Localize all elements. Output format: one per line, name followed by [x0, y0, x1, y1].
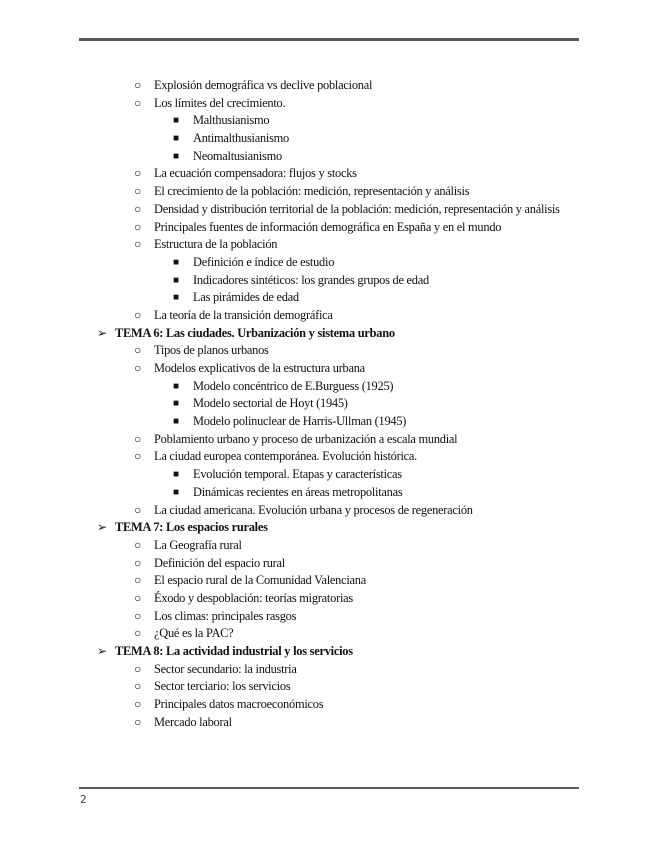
- list-item: [0, 431, 655, 449]
- item-text: Definición e índice de estudio: [193, 254, 335, 269]
- item-text: El espacio rural de la Comunidad Valenciana: [154, 573, 366, 588]
- circle-bullet-icon: ○: [134, 184, 141, 199]
- item-text: La ciudad europea contemporánea. Evolución histórica.: [154, 449, 418, 464]
- circle-bullet-icon: ○: [134, 697, 141, 712]
- square-bullet-icon: ■: [173, 469, 179, 481]
- sub-list-item: [0, 254, 655, 272]
- circle-bullet-icon: ○: [134, 361, 141, 376]
- circle-bullet-icon: ○: [134, 78, 141, 92]
- circle-bullet-icon: ○: [134, 714, 141, 729]
- item-text: Malthusianismo: [193, 113, 270, 128]
- item-text: Explosión demográfica vs declive poblacional: [154, 78, 373, 92]
- list-item: [0, 77, 655, 95]
- arrow-bullet-icon: ➢: [97, 325, 107, 340]
- item-text: Poblamiento urbano y proceso de urbanización a escala mundial: [154, 431, 458, 446]
- list-item: [0, 696, 655, 714]
- item-text: El crecimiento de la población: medición, representación y análisis: [154, 184, 470, 199]
- square-bullet-icon: ■: [173, 398, 179, 410]
- circle-bullet-icon: ○: [134, 626, 141, 641]
- sub-list-item: [0, 466, 655, 484]
- item-text: Evolución temporal. Etapas y características: [193, 467, 402, 482]
- circle-bullet-icon: ○: [134, 343, 141, 358]
- item-text: TEMA 7: Los espacios rurales: [115, 520, 268, 535]
- item-text: Modelo concéntrico de E.Burguess (1925): [193, 378, 394, 393]
- list-item: [0, 590, 655, 608]
- arrow-bullet-icon: ➢: [97, 644, 107, 659]
- item-text: Estructura de la población: [154, 237, 278, 252]
- list-item: [0, 537, 655, 555]
- list-item: [0, 502, 655, 520]
- item-text: Los límites del crecimiento.: [154, 95, 286, 110]
- list-item: [0, 236, 655, 254]
- circle-bullet-icon: ○: [134, 661, 141, 676]
- list-item: [0, 183, 655, 201]
- item-text: Densidad y distribución territorial de la población: medición, representación y análisis: [154, 201, 560, 216]
- list-item: [0, 661, 655, 679]
- sub-list-item: [0, 130, 655, 148]
- item-text: Tipos de planos urbanos: [154, 343, 269, 358]
- list-item: [0, 625, 655, 643]
- circle-bullet-icon: ○: [134, 555, 141, 570]
- sub-list-item: [0, 112, 655, 130]
- circle-bullet-icon: ○: [134, 608, 141, 623]
- square-bullet-icon: ■: [173, 380, 179, 392]
- section-heading: [0, 519, 655, 537]
- square-bullet-icon: ■: [173, 133, 179, 145]
- circle-bullet-icon: ○: [134, 201, 141, 216]
- item-text: ¿Qué es la PAC?: [154, 626, 234, 641]
- list-item: [0, 678, 655, 696]
- square-bullet-icon: ■: [173, 115, 179, 127]
- document-body: [0, 77, 655, 731]
- list-item: [0, 95, 655, 113]
- item-text: Sector terciario: los servicios: [154, 679, 291, 694]
- circle-bullet-icon: ○: [134, 590, 141, 605]
- section-heading: [0, 325, 655, 343]
- square-bullet-icon: ■: [173, 416, 179, 428]
- item-text: Indicadores sintéticos: los grandes grupos de edad: [193, 272, 429, 287]
- item-text: Mercado laboral: [154, 714, 232, 729]
- list-item: [0, 360, 655, 378]
- item-text: Modelo sectorial de Hoyt (1945): [193, 396, 348, 411]
- item-text: Antimalthusianismo: [193, 131, 289, 146]
- item-text: Principales datos macroeconómicos: [154, 697, 324, 712]
- list-item: [0, 219, 655, 237]
- item-text: Dinámicas recientes en áreas metropolitanas: [193, 484, 403, 499]
- item-text: Modelo polinuclear de Harris-Ullman (1945): [193, 414, 407, 429]
- circle-bullet-icon: ○: [134, 449, 141, 464]
- circle-bullet-icon: ○: [134, 166, 141, 181]
- circle-bullet-icon: ○: [134, 237, 141, 252]
- section-heading: [0, 643, 655, 661]
- sub-list-item: [0, 378, 655, 396]
- footer-rule: [79, 787, 579, 789]
- list-item: [0, 307, 655, 325]
- sub-list-item: [0, 272, 655, 290]
- arrow-bullet-icon: ➢: [97, 520, 107, 535]
- item-text: Definición del espacio rural: [154, 555, 285, 570]
- circle-bullet-icon: ○: [134, 679, 141, 694]
- item-text: La Geografía rural: [154, 537, 242, 552]
- circle-bullet-icon: ○: [134, 95, 141, 110]
- item-text: Neomaltusianismo: [193, 148, 282, 163]
- item-text: Principales fuentes de información demográfica en España y en el mundo: [154, 219, 502, 234]
- item-text: La ecuación compensadora: flujos y stocks: [154, 166, 357, 181]
- square-bullet-icon: ■: [173, 150, 179, 162]
- circle-bullet-icon: ○: [134, 431, 141, 446]
- item-text: TEMA 8: La actividad industrial y los servicios: [115, 644, 353, 659]
- circle-bullet-icon: ○: [134, 307, 141, 322]
- item-text: TEMA 6: Las ciudades. Urbanización y sistema urbano: [115, 325, 395, 340]
- sub-list-item: [0, 395, 655, 413]
- item-text: Modelos explicativos de la estructura urbana: [154, 361, 365, 376]
- list-item: [0, 342, 655, 360]
- circle-bullet-icon: ○: [134, 502, 141, 517]
- item-text: Las pirámides de edad: [193, 290, 299, 305]
- square-bullet-icon: ■: [173, 256, 179, 268]
- item-text: Sector secundario: la industria: [154, 661, 297, 676]
- list-item: [0, 448, 655, 466]
- sub-list-item: [0, 289, 655, 307]
- square-bullet-icon: ■: [173, 486, 179, 498]
- circle-bullet-icon: ○: [134, 537, 141, 552]
- item-text: Los climas: principales rasgos: [154, 608, 297, 623]
- circle-bullet-icon: ○: [134, 219, 141, 234]
- square-bullet-icon: ■: [173, 292, 179, 304]
- circle-bullet-icon: ○: [134, 573, 141, 588]
- header-rule: [79, 38, 579, 41]
- list-item: [0, 201, 579, 219]
- square-bullet-icon: ■: [173, 274, 179, 286]
- sub-list-item: [0, 413, 655, 431]
- list-item: [0, 165, 655, 183]
- list-item: [0, 555, 655, 573]
- item-text: Éxodo y despoblación: teorías migratorias: [154, 590, 353, 605]
- sub-list-item: [0, 484, 655, 502]
- list-item: [0, 714, 655, 732]
- page-number: 2: [80, 793, 87, 806]
- item-text: La teoría de la transición demográfica: [154, 307, 333, 322]
- sub-list-item: [0, 148, 655, 166]
- list-item: [0, 608, 655, 626]
- item-text: La ciudad americana. Evolución urbana y procesos de regeneración: [154, 502, 473, 517]
- list-item: [0, 572, 655, 590]
